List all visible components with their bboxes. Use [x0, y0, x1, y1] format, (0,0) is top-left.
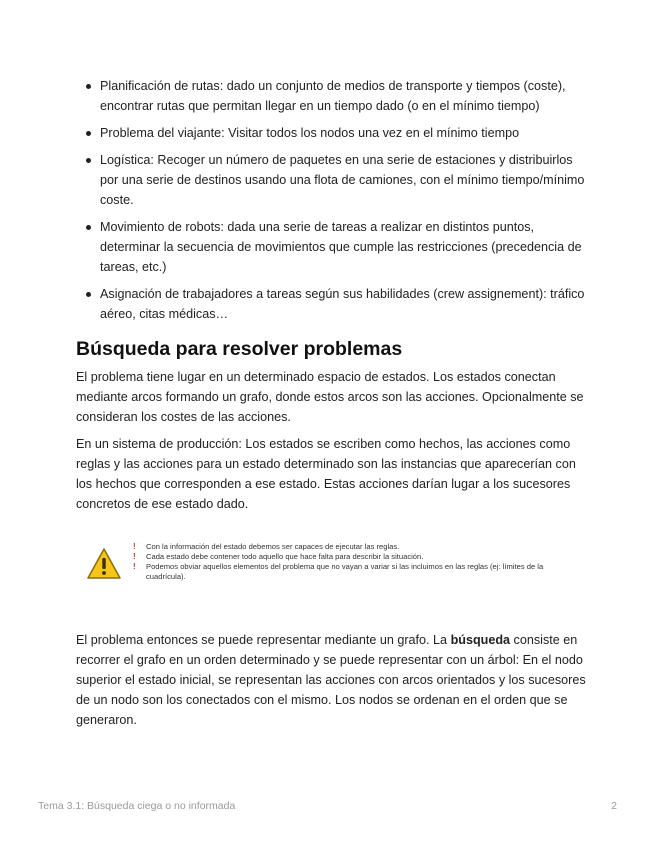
closing-text-end: consiste en recorrer el grafo en un orden determinado y se puede representar con un árbol: En el nodo superior el estado inicial, se representan las acciones con arcos orientados y los sucesores de un nodo son los conectados con el mismo. Los nodos se ordenan en el orden que se generaron.: [76, 633, 586, 727]
list-item: [76, 217, 586, 277]
list-item-text: Problema del viajante: Visitar todos los nodos una vez en el mínimo tiempo: [100, 126, 520, 140]
exclamation-icon: !: [133, 562, 136, 571]
list-item-text: Logística: Recoger un número de paquetes en una serie de estaciones y distribuirlos por una serie de destinos usando una flota de camiones, con el mínimo tiempo/mínimo coste.: [100, 153, 585, 207]
closing-text-start: El problema entonces se puede representar mediante un grafo. La: [76, 633, 451, 647]
footer-title: Tema 3.1: Búsqueda ciega o no informada: [38, 800, 236, 812]
bullet-dot: [86, 84, 91, 89]
page-content: [76, 76, 586, 737]
paragraph-state-space: El problema tiene lugar en un determinado espacio de estados. Los estados conectan mediante arcos formando un grafo, donde estos arcos son las acciones. Opcionalmente se consideran los costes de las acciones.: [76, 370, 584, 424]
list-item-text: Asignación de trabajadores a tareas según sus habilidades (crew assignement): tráfico aéreo, citas médicas…: [100, 287, 585, 321]
list-item: [76, 76, 586, 116]
section-heading: Búsqueda para resolver problemas: [76, 338, 403, 360]
list-item: [76, 123, 586, 143]
note-item-text: Cada estado debe contener todo aquello que hace falta para describir la situación.: [146, 552, 424, 561]
applications-list: [76, 76, 586, 324]
list-item: [76, 284, 586, 324]
bullet-dot: [86, 292, 91, 297]
exclamation-icon: !: [133, 542, 136, 551]
paragraph-graph-search: [76, 630, 586, 730]
list-item-text: Movimiento de robots: dada una serie de tareas a realizar en distintos puntos, determinar la secuencia de movimientos que cumple las restricciones (precedencia de tareas, etc.): [100, 220, 582, 274]
note-item: [132, 552, 572, 562]
bullet-dot: [86, 131, 91, 136]
page-footer: [38, 800, 617, 812]
note-list: [132, 542, 572, 582]
note-item-text: Podemos obviar aquellos elementos del problema que no vayan a variar si las incluimos en las reglas (ej: límites de la cuadrícula).: [146, 562, 544, 581]
exclamation-icon: !: [133, 552, 136, 561]
bullet-dot: [86, 158, 91, 163]
paragraph-production-system: En un sistema de producción: Los estados se escriben como hechos, las acciones como reglas y las acciones para un estado determinado son las instancias que aparecerían con los hechos que corresponden a ese estado. Estas acciones darían lugar a los sucesores concretos de ese estado dado.: [76, 437, 576, 511]
warning-icon: [86, 546, 122, 582]
bullet-dot: [86, 225, 91, 230]
page-number: 2: [611, 800, 617, 812]
list-item: [76, 150, 586, 210]
closing-bold-term: búsqueda: [450, 633, 511, 647]
note-item: [132, 562, 572, 582]
note-item: [132, 542, 572, 552]
note-item-text: Con la información del estado debemos ser capaces de ejecutar las reglas.: [146, 542, 400, 551]
list-item-text: Planificación de rutas: dado un conjunto de medios de transporte y tiempos (coste), encontrar rutas que permitan llegar en un tiempo dado (o en el mínimo tiempo): [100, 79, 566, 113]
warning-note: [86, 542, 586, 594]
